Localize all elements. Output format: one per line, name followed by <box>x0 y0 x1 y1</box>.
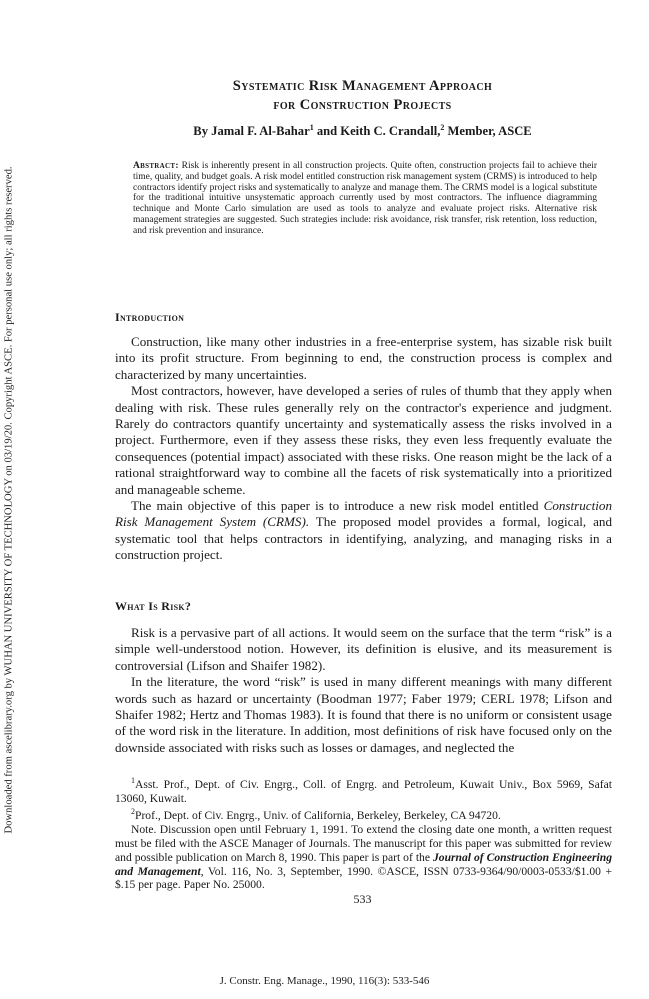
note-start: Note. Discussion open until February 1, 1991. To extend the closing date one month, a written request must be filed with the ASCE Manager of Journals. The manuscript for this paper was submitted for review and possible publication on March 8, 1990. This paper is part of the <box>115 823 612 864</box>
intro-paragraph-1: Construction, like many other industries in a free-enterprise system, has sizable risk built into its profit structure. From beginning to end, the construction process is complex and characterized by many uncertainties. <box>115 334 612 382</box>
download-notice-text: Downloaded from ascelibrary.org by WUHAN UNIVERSITY OF TECHNOLOGY on 03/19/20. Copyright ASCE. For personal use only; all rights reserved. <box>3 166 15 834</box>
abstract-text: Risk is inherently present in all construction projects. Quite often, construction projects fail to achieve their time, quality, and budget goals. A risk model entitled construction risk management system (CRMS) is introduced to help contractors identify project risks and systematically to analyze and manage them. The CRMS model is a logical substitute for the traditional intuitive unsystematic approach currently used by most contractors. The influence diagramming technique and Monte Carlo simulation are used as tools to analyze and evaluate project risks. Alternative risk management strategies are suggested. Such strategies include: risk avoidance, risk transfer, risk retention, loss reduction, and risk prevention and insurance. <box>133 161 598 236</box>
risk-paragraph-2: In the literature, the word “risk” is used in many different meanings with many different words such as hazard or uncertainty (Boodman 1977; Faber 1979; CERL 1978; Lifson and Shaifer 1982; Hertz and Thomas 1983). It is found that there is no uniform or consistent usage of the word risk in the literature. In addition, most definitions of risk have focused only on the downside associated with risks such as losses or damages, and neglected the <box>115 674 612 755</box>
intro-p3-start: The main objective of this paper is to introduce a new risk model entitled <box>131 498 544 514</box>
footnote-1-text: Asst. Prof., Dept. of Civ. Engrg., Coll. of Engrg. and Petroleum, Kuwait Univ., Box 5969, Safat 13060, Kuwait. <box>115 777 612 805</box>
citation-footer: J. Constr. Eng. Manage., 1990, 116(3): 533-546 <box>219 975 430 987</box>
footnotes <box>115 774 612 892</box>
footnote-1 <box>115 774 612 805</box>
intro-p3-end: The proposed model provides a formal, logical, and systematic tool that helps contractors in identifying, analyzing, and managing risks in a construction project. <box>115 514 612 563</box>
authors-middle: and Keith C. Crandall, <box>313 124 441 139</box>
abstract-label: Abstract: <box>133 161 179 171</box>
footnote-2-text: Prof., Dept. of Civ. Engrg., Univ. of California, Berkeley, Berkeley, CA 94720. <box>135 809 501 823</box>
intro-paragraph-2: Most contractors, however, have developed a series of rules of thumb that they apply when dealing with risk. These rules generally rely on the contractor's experience and judgment. Rarely do contractors quantify uncertainty and systematically assess the risks involved in a project. Furthermore, even if they assess these risks, they even less frequently evaluate the consequences (potential impact) associated with these risks. One reason might be the lack of a rational straightforward way to combine all the facets of risk systematically into a prioritized and manageable scheme. <box>115 383 612 497</box>
introduction-heading: Introduction <box>115 310 185 324</box>
title-line-2: for Construction Projects <box>273 97 452 113</box>
footnote-1-mark: 1 <box>131 776 135 785</box>
author-2-footnote-mark: 2 <box>440 123 445 132</box>
risk-paragraph-1: Risk is a pervasive part of all actions. It would seem on the surface that the term “risk” is a simple well-understood notion. However, its definition is elusive, and its measurement is controversial (Lifson and Shaifer 1982). <box>115 625 612 673</box>
paper-title <box>115 77 610 115</box>
discussion-note <box>115 823 612 892</box>
page-number: 533 <box>353 892 372 906</box>
intro-paragraph-3 <box>115 498 612 564</box>
authors-prefix: By Jamal F. Al-Bahar <box>193 124 310 139</box>
footnote-2-mark: 2 <box>131 807 135 817</box>
journal-name: Journal of Construction Engineering and Management <box>115 850 612 878</box>
crms-name: Construction Risk Management System (CRMS). <box>115 498 612 530</box>
abstract <box>133 161 597 237</box>
author-line <box>115 123 610 139</box>
what-is-risk-heading: What Is Risk? <box>115 599 192 613</box>
footnote-2 <box>115 805 612 823</box>
authors-suffix: Member, ASCE <box>444 124 532 139</box>
introduction-body <box>115 334 612 564</box>
what-is-risk-body <box>115 625 612 756</box>
author-1-footnote-mark: 1 <box>309 123 314 132</box>
note-end: , Vol. 116, No. 3, September, 1990. ©ASCE, ISSN 0733-9364/90/0003-0533/$1.00 + $.15 per page. Paper No. 25000. <box>115 864 612 892</box>
title-line-1: Systematic Risk Management Approach <box>232 78 493 94</box>
